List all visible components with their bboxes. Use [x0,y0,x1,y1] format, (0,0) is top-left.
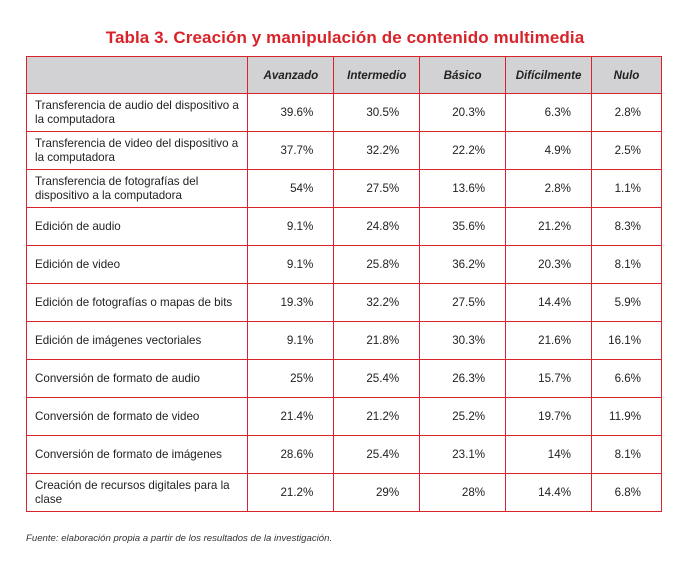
row-label-cell: Conversión de formato de audio [27,360,248,398]
value-cell: 32.2% [334,284,420,322]
table-row [27,322,662,360]
table-row [27,284,662,322]
row-label-cell: Creación de recursos digitales para la clase [27,474,248,512]
value-cell: 54% [248,170,334,208]
header-cell-blank [27,57,248,94]
value-cell: 6.8% [592,474,662,512]
table-row [27,246,662,284]
value-cell: 25.4% [334,436,420,474]
value-cell: 26.3% [420,360,506,398]
value-cell: 24.8% [334,208,420,246]
value-cell: 21.2% [506,208,592,246]
value-cell: 25% [248,360,334,398]
value-cell: 21.4% [248,398,334,436]
value-cell: 25.4% [334,360,420,398]
value-cell: 19.7% [506,398,592,436]
row-label-cell: Transferencia de audio del dispositivo a la computadora [27,94,248,132]
value-cell: 9.1% [248,246,334,284]
value-cell: 21.2% [248,474,334,512]
value-cell: 2.8% [506,170,592,208]
value-cell: 9.1% [248,322,334,360]
value-cell: 22.2% [420,132,506,170]
value-cell: 32.2% [334,132,420,170]
value-cell: 16.1% [592,322,662,360]
value-cell: 36.2% [420,246,506,284]
table-row [27,474,662,512]
value-cell: 14.4% [506,474,592,512]
value-cell: 4.9% [506,132,592,170]
value-cell: 8.3% [592,208,662,246]
table-row [27,436,662,474]
header-cell-dificilmente: Difícilmente [506,57,592,94]
row-label-cell: Conversión de formato de imágenes [27,436,248,474]
value-cell: 25.8% [334,246,420,284]
value-cell: 20.3% [420,94,506,132]
row-label-cell: Edición de video [27,246,248,284]
table-row [27,132,662,170]
value-cell: 28.6% [248,436,334,474]
value-cell: 6.6% [592,360,662,398]
header-cell-avanzado: Avanzado [248,57,334,94]
value-cell: 13.6% [420,170,506,208]
header-cell-basico: Básico [420,57,506,94]
header-row [27,57,662,94]
value-cell: 21.2% [334,398,420,436]
row-label-cell: Transferencia de fotografías del dispositivo a la computadora [27,170,248,208]
table-row [27,208,662,246]
value-cell: 14.4% [506,284,592,322]
value-cell: 11.9% [592,398,662,436]
row-label-cell: Edición de audio [27,208,248,246]
value-cell: 5.9% [592,284,662,322]
value-cell: 37.7% [248,132,334,170]
value-cell: 2.5% [592,132,662,170]
row-label-cell: Edición de imágenes vectoriales [27,322,248,360]
value-cell: 27.5% [334,170,420,208]
value-cell: 20.3% [506,246,592,284]
source-note: Fuente: elaboración propia a partir de los resultados de la investigación. [26,533,333,544]
value-cell: 19.3% [248,284,334,322]
value-cell: 29% [334,474,420,512]
row-label-cell: Edición de fotografías o mapas de bits [27,284,248,322]
value-cell: 15.7% [506,360,592,398]
header-cell-nulo: Nulo [592,57,662,94]
table-row [27,170,662,208]
value-cell: 35.6% [420,208,506,246]
row-label-cell: Conversión de formato de video [27,398,248,436]
value-cell: 9.1% [248,208,334,246]
value-cell: 21.8% [334,322,420,360]
table-row [27,94,662,132]
table-row [27,360,662,398]
value-cell: 30.3% [420,322,506,360]
value-cell: 28% [420,474,506,512]
value-cell: 30.5% [334,94,420,132]
value-cell: 21.6% [506,322,592,360]
table-body [27,94,662,512]
value-cell: 27.5% [420,284,506,322]
value-cell: 14% [506,436,592,474]
value-cell: 6.3% [506,94,592,132]
data-table [26,56,662,512]
row-label-cell: Transferencia de video del dispositivo a la computadora [27,132,248,170]
value-cell: 2.8% [592,94,662,132]
value-cell: 39.6% [248,94,334,132]
value-cell: 8.1% [592,436,662,474]
header-cell-intermedio: Intermedio [334,57,420,94]
value-cell: 23.1% [420,436,506,474]
value-cell: 1.1% [592,170,662,208]
value-cell: 25.2% [420,398,506,436]
table-title: Tabla 3. Creación y manipulación de contenido multimedia [105,28,585,47]
value-cell: 8.1% [592,246,662,284]
table-row [27,398,662,436]
